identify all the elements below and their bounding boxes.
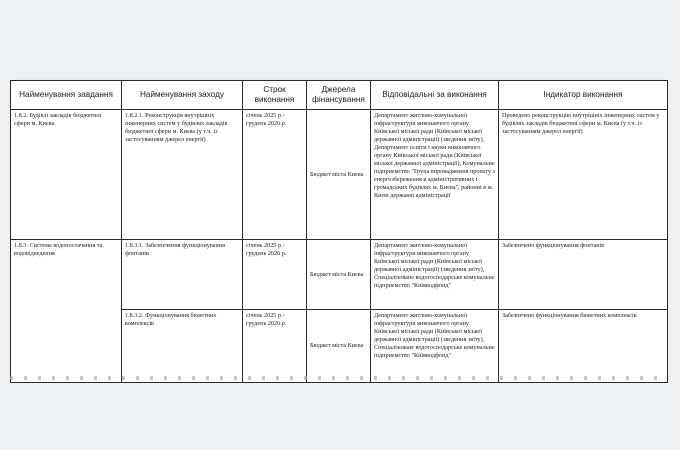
header-task: Найменування завдання: [11, 81, 122, 110]
document-page: [10, 80, 667, 382]
funding-cell: Бюджет міста Києва: [307, 310, 371, 383]
header-term: Строк виконання: [243, 81, 307, 110]
term-cell: січень 2025 р.- грудень 2026 р.: [243, 310, 307, 383]
header-row: [11, 81, 668, 110]
responsible-cell: Департамент житлово-комунальної інфраструктури виконавчого органу Київської міської ради (Київської міської державної адміністрації) (зведення звіту), Спеціалізоване водогосподарське комунальне підприємство "Київводфонд": [371, 310, 499, 383]
funding-cell: Бюджет міста Києва: [307, 110, 371, 240]
measure-cell: 1.8.3.1. Забезпечення функціонування фонтанів: [122, 240, 243, 310]
measure-cell: 1.8.3.2. Функціонування бюветних комплексів: [122, 310, 243, 383]
term-cell: січень 2025 р.- грудень 2026 р.: [243, 240, 307, 310]
responsible-cell: Департамент житлово-комунальної інфраструктури виконавчого органу Київської міської ради (Київської міської державної адміністрації) (зведення звіту), Спеціалізоване водогосподарське комунальне підприємство "Київводфонд": [371, 240, 499, 310]
header-measure: Найменування заходу: [122, 81, 243, 110]
scan-edge-artifact: [10, 376, 667, 380]
funding-cell: Бюджет міста Києва: [307, 240, 371, 310]
header-indicator: Індикатор виконання: [499, 81, 668, 110]
indicator-cell: Забезпечено функціонування бюветних комплексів: [499, 310, 668, 383]
indicator-cell: Забезпечено функціонування фонтанів: [499, 240, 668, 310]
measure-cell: 1.8.2.1. Реконструкція внутрішніх інженерних систем у будівлях закладів бюджетної сфери м. Києва (у т.ч. із застосуванням джерел енергії): [122, 110, 243, 240]
task-cell: 1.8.2. Будівлі закладів бюджетної сфери м. Києва: [11, 110, 122, 240]
header-funding: Джерела фінансування: [307, 81, 371, 110]
table-row: [11, 110, 668, 240]
responsible-cell: Департамент житлово-комунальної інфраструктури виконавчого органу Київської міської ради (Київської міської державної адміністрації) (зведення звіту), Департамент освіти і науки виконавчого органу Київської міської ради (Київської міської державної адміністрації), Комунальне підприємство "Група впровадження проекту з енергозбереження в адміністративних і громадських будівлях м. Києва", районні в м. Києві державні адміністрації: [371, 110, 499, 240]
task-cell: 1.8.3. Система водопостачання та водовідведення: [11, 240, 122, 383]
indicator-cell: Проведено реконструкцію внутрішніх інженерних систем у будівлях закладів бюджетної сфери м. Києва (у т.ч. із застосуванням джерел енергії): [499, 110, 668, 240]
measures-table: [10, 80, 668, 383]
term-cell: січень 2025 р.- грудень 2026 р.: [243, 110, 307, 240]
table-row: [11, 240, 668, 310]
header-responsible: Відповідальні за виконання: [371, 81, 499, 110]
